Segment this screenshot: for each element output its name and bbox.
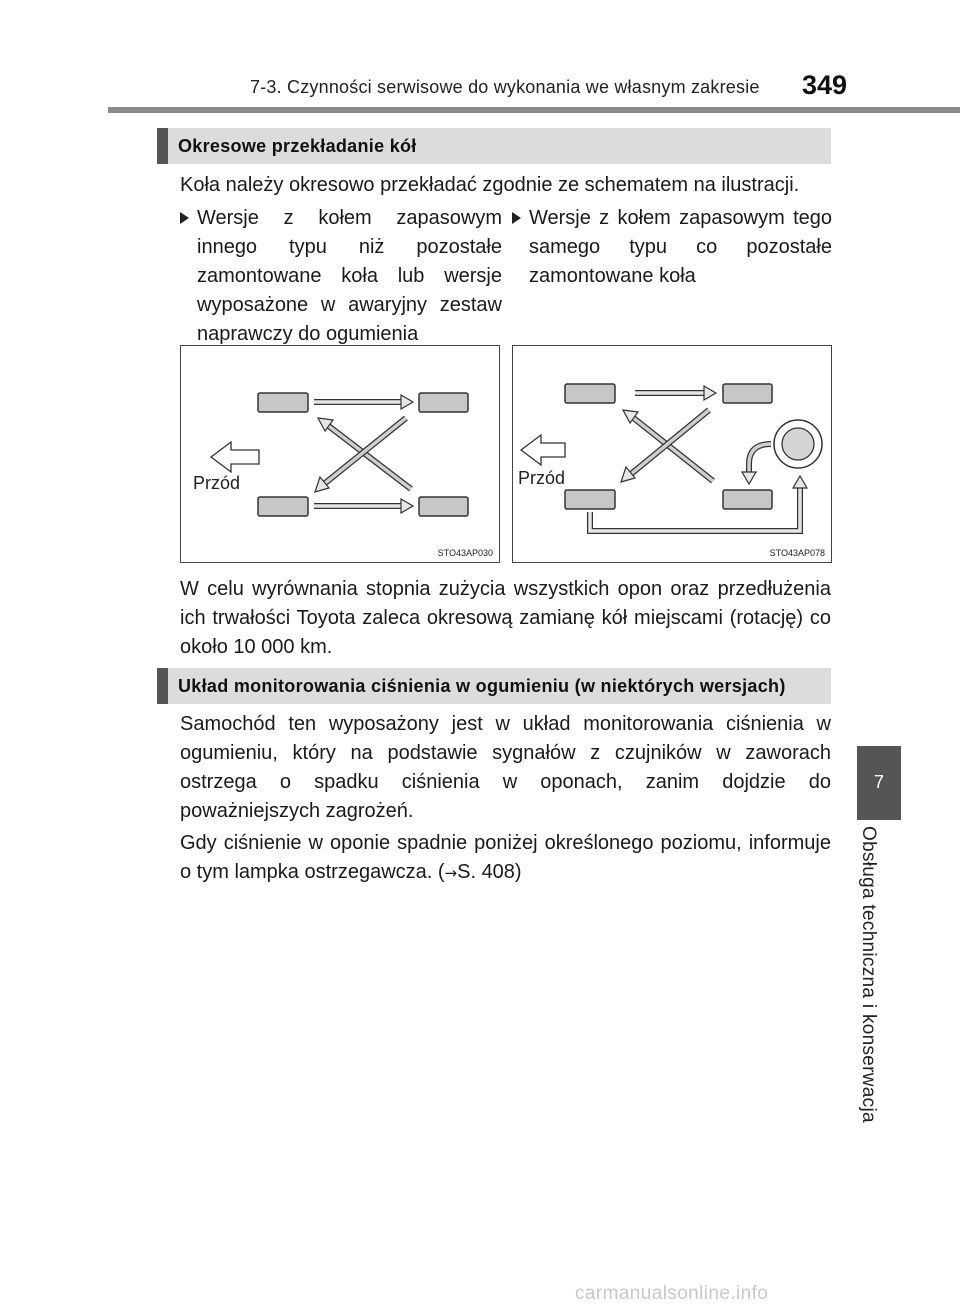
intro-paragraph: Koła należy okresowo przekładać zgodnie ze schematem na ilustracji.: [180, 174, 800, 196]
bullet-text: Wersje z kołem zapasowym tego samego typu co pozostałe zamontowane koła: [529, 207, 832, 287]
wheel-front-right: [258, 497, 308, 516]
watermark: carmanualsonline.info: [575, 1283, 769, 1304]
rotation-body-paragraph: W celu wyrównania stopnia zużycia wszystkich opon oraz przedłużenia ich trwałości Toyota zaleca okresową zamianę kół miejscami (rotację) co około 10 000 km.: [180, 578, 831, 658]
rotation-arrow: [326, 424, 411, 489]
figure-code: STO43AP078: [769, 548, 825, 558]
tpms-paragraph-2: [180, 829, 831, 888]
spare-wheel-hub: [782, 428, 814, 460]
front-label: Przód: [193, 473, 241, 493]
arrow-head: [704, 386, 716, 400]
arrow-head: [401, 499, 413, 513]
rotation-diagram-4-wheel: [180, 345, 500, 563]
figure-code: STO43AP030: [437, 548, 493, 558]
bullet-text: Wersje z kołem zapasowym innego typu niż pozostałe zamontowane koła lub wersje wyposażone w awaryjny zestaw naprawczy do ogumienia: [197, 207, 502, 345]
rotation-diagram-4-wheel-svg: [181, 346, 501, 564]
chapter-tab-number: 7: [873, 772, 884, 792]
front-direction-arrow: [521, 435, 565, 465]
wheel-rear-right: [723, 490, 772, 509]
chapter-tab[interactable]: [857, 746, 901, 820]
bullet-item-other-spare: [180, 204, 502, 349]
chapter-header: 7-3. Czynności serwisowe do wykonania we własnym zakresie: [250, 77, 760, 97]
section-heading-tpms: [157, 668, 831, 704]
wheel-rear-left: [419, 393, 468, 412]
front-label: Przód: [518, 468, 566, 488]
bullet-item-same-spare: [512, 204, 832, 291]
section-title: Okresowe przekładanie kół: [178, 136, 417, 156]
wheel-front-left: [258, 393, 308, 412]
wheel-rear-right: [419, 497, 468, 516]
arrow-head: [742, 472, 756, 484]
triangle-bullet-icon: [512, 212, 521, 224]
page-number: 349: [802, 70, 848, 100]
section-heading-tire-rotation: [157, 128, 831, 164]
section-title: Układ monitorowania ciśnienia w ogumieniu (w niektórych wersjach): [178, 676, 786, 696]
arrow-head: [793, 476, 807, 488]
triangle-bullet-icon: [180, 212, 189, 224]
rotation-diagram-5-wheel: [512, 345, 832, 563]
header-divider: [108, 107, 960, 113]
arrow-head: [401, 395, 413, 409]
tpms-paragraph-1: Samochód ten wyposażony jest w układ monitorowania ciśnienia w ogumieniu, który na podstawie sygnałów z czujników w zaworach ostrzega o spadku ciśnienia w oponach, zanim dojdzie do poważniejszych zagrożeń.: [180, 713, 831, 822]
rotation-arrow: [631, 416, 713, 481]
wheel-front-right: [565, 490, 615, 509]
page-reference-link[interactable]: S. 408): [457, 861, 522, 883]
rotation-arrow: [749, 444, 771, 474]
chapter-side-title: Obsługa techniczna i konserwacja: [858, 826, 879, 1123]
reference-arrow-icon: →: [444, 864, 458, 882]
tpms-paragraph-2-text: Gdy ciśnienie w oponie spadnie poniżej określonego poziomu, informuje o tym lampka ostrzegawcza. (: [180, 832, 831, 883]
wheel-rear-left: [723, 384, 772, 403]
wheel-front-left: [565, 384, 615, 403]
rotation-arrow: [631, 410, 709, 474]
rotation-diagram-5-wheel-svg: [513, 346, 833, 564]
front-direction-arrow: [211, 442, 259, 472]
